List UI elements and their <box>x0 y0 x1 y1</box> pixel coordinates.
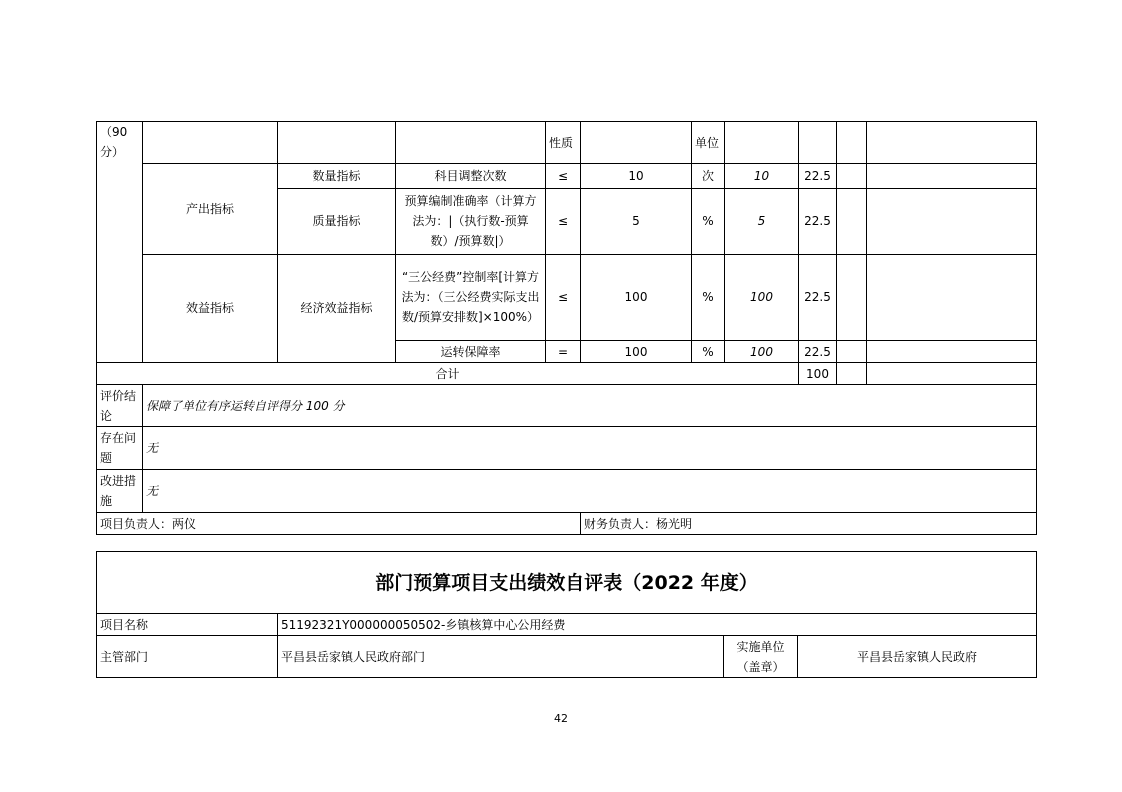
improvements-label: 改进措施 <box>97 470 143 513</box>
evaluation-value: 保障了单位有序运转自评得分 100 分 <box>143 385 1037 427</box>
indicator-name: 运转保障率 <box>396 341 546 363</box>
indicator-unit: % <box>692 188 725 254</box>
indicator-unit: % <box>692 254 725 341</box>
indicator-name: 预算编制准确率（计算方法为：|（执行数-预算数）/预算数|） <box>396 188 546 254</box>
table-row <box>97 164 1037 189</box>
indicator-actual: 100 <box>725 341 799 363</box>
project-name-value: 51192321Y000000050502-乡镇核算中心公用经费 <box>278 614 1037 636</box>
impl-value: 平昌县岳家镇人民政府 <box>798 636 1037 678</box>
benefit-category: 效益指标 <box>143 254 278 363</box>
performance-table <box>96 121 1037 535</box>
problems-label: 存在问题 <box>97 427 143 470</box>
indicator-op: ≤ <box>546 164 581 189</box>
finance-owner: 财务负责人：杨光明 <box>581 513 1037 535</box>
signature-row <box>97 513 1037 535</box>
indicator-actual: 100 <box>725 254 799 341</box>
indicator-op: = <box>546 341 581 363</box>
unit-header: 单位 <box>692 122 725 164</box>
impl-label: 实施单位（盖章） <box>724 636 798 678</box>
score-label: （90分） <box>100 125 128 159</box>
sub-indicator: 数量指标 <box>278 164 396 189</box>
indicator-target: 100 <box>581 254 692 341</box>
table-row <box>97 122 1037 164</box>
page-title: 部门预算项目支出绩效自评表（2022 年度） <box>97 552 1037 614</box>
self-evaluation-header-table <box>96 551 1037 678</box>
problems-row <box>97 427 1037 470</box>
page-number: 42 <box>554 712 568 725</box>
nature-header: 性质 <box>546 122 581 164</box>
table-row <box>97 254 1037 341</box>
project-name-label: 项目名称 <box>97 614 278 636</box>
improvements-row <box>97 470 1037 513</box>
project-owner: 项目负责人：两仪 <box>97 513 581 535</box>
indicator-target: 10 <box>581 164 692 189</box>
indicator-score: 22.5 <box>799 164 837 189</box>
indicator-name: “三公经费”控制率[计算方法为：（三公经费实际支出数/预算安排数]×100%） <box>396 254 546 341</box>
sub-indicator: 经济效益指标 <box>278 254 396 363</box>
indicator-target: 100 <box>581 341 692 363</box>
indicator-score: 22.5 <box>799 188 837 254</box>
indicator-score: 22.5 <box>799 341 837 363</box>
indicator-name: 科目调整次数 <box>396 164 546 189</box>
dept-label: 主管部门 <box>97 636 278 678</box>
dept-value: 平昌县岳家镇人民政府部门 <box>278 636 724 678</box>
improvements-value: 无 <box>143 470 1037 513</box>
indicator-op: ≤ <box>546 254 581 341</box>
indicator-actual: 10 <box>725 164 799 189</box>
indicator-unit: 次 <box>692 164 725 189</box>
table-row <box>97 614 1037 636</box>
total-label: 合计 <box>97 363 799 385</box>
sub-indicator: 质量指标 <box>278 188 396 254</box>
problems-value: 无 <box>143 427 1037 470</box>
indicator-unit: % <box>692 341 725 363</box>
title-row <box>97 552 1037 614</box>
indicator-actual: 5 <box>725 188 799 254</box>
evaluation-row <box>97 385 1037 427</box>
indicator-op: ≤ <box>546 188 581 254</box>
output-category: 产出指标 <box>143 164 278 255</box>
total-score: 100 <box>799 363 837 385</box>
indicator-score: 22.5 <box>799 254 837 341</box>
indicator-target: 5 <box>581 188 692 254</box>
total-row <box>97 363 1037 385</box>
table-row <box>97 636 1037 678</box>
score-label-cell <box>97 122 143 363</box>
evaluation-label: 评价结论 <box>97 385 143 427</box>
